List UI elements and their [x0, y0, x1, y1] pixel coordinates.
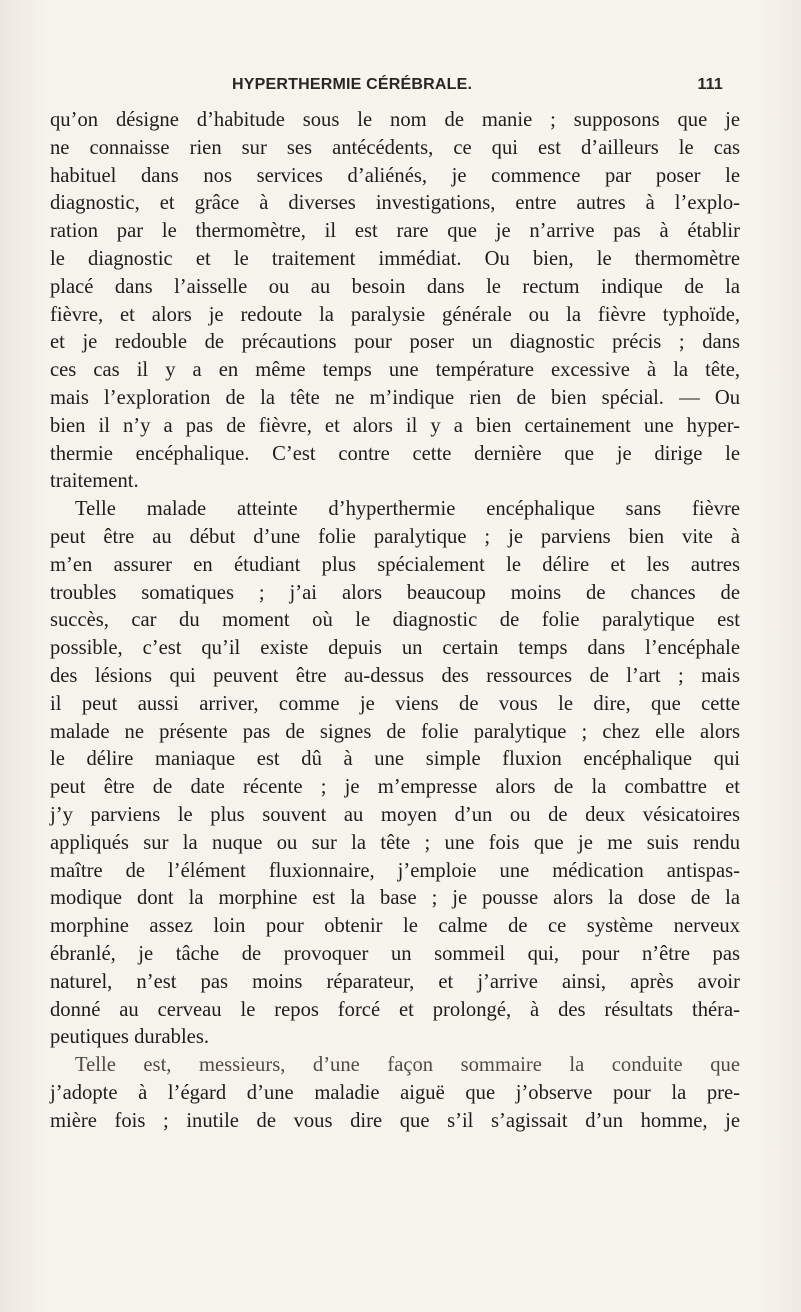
text-line: le diagnostic et le traitement immédiat. Ou bien, le thermomètre — [50, 247, 740, 270]
text-line: m’en assurer en étudiant plus spécialement le délire et les autres — [50, 553, 740, 576]
body-text — [50, 107, 740, 1135]
text-line: ration par le thermomètre, il est rare que je n’arrive pas à établir — [50, 220, 740, 243]
text-line: mière fois ; inutile de vous dire que s’il s’agissait d’un homme, je — [50, 1109, 740, 1132]
page-header — [232, 76, 723, 100]
text-line: diagnostic, et grâce à diverses investigations, entre autres à l’explo- — [50, 192, 740, 215]
text-line: malade ne présente pas de signes de folie paralytique ; chez elle alors — [50, 720, 740, 743]
text-line: qu’on désigne d’habitude sous le nom de manie ; supposons que je — [50, 109, 740, 131]
text-line: bien il n’y a pas de fièvre, et alors il y a bien certainement une hyper- — [50, 414, 740, 437]
text-line: fièvre, et alors je redoute la paralysie générale ou la fièvre typhoïde, — [50, 303, 740, 326]
text-line: traitement. — [50, 470, 139, 493]
text-line: thermie encéphalique. C’est contre cette dernière que je dirige le — [50, 442, 740, 465]
text-line: peut être de date récente ; je m’empresse alors de la combattre et — [50, 776, 740, 799]
text-line: ces cas il y a en même temps une température excessive à la tête, — [50, 359, 740, 382]
text-line: troubles somatiques ; j’ai alors beaucoup moins de chances de — [50, 581, 740, 604]
text-line: il peut aussi arriver, comme je viens de vous le dire, que cette — [50, 692, 740, 715]
text-line: donné au cerveau le repos forcé et prolongé, à des résultats théra- — [50, 998, 740, 1021]
text-line: succès, car du moment où le diagnostic de folie paralytique est — [50, 609, 740, 632]
text-line: j’adopte à l’égard d’une maladie aiguë que j’observe pour la pre- — [50, 1081, 740, 1104]
text-line: maître de l’élément fluxionnaire, j’emploie une médication antispas- — [50, 859, 740, 882]
text-line: le délire maniaque est dû à une simple fluxion encéphalique qui — [50, 748, 740, 771]
text-line: naturel, n’est pas moins réparateur, et j’arrive ainsi, après avoir — [50, 970, 740, 993]
running-head: HYPERTHERMIE CÉRÉBRALE. — [232, 76, 473, 93]
text-line: mais l’exploration de la tête ne m’indique rien de bien spécial. — Ou — [50, 386, 740, 409]
paragraph-start-line: Telle malade atteinte d’hyperthermie encéphalique sans fièvre — [75, 498, 740, 521]
text-line: ne connaisse rien sur ses antécédents, ce qui est d’ailleurs le cas — [50, 136, 740, 159]
text-line: morphine assez loin pour obtenir le calme de ce système nerveux — [50, 915, 740, 938]
text-line: des lésions qui peuvent être au-dessus des ressources de l’art ; mais — [50, 664, 740, 687]
paragraph-start-line: Telle est, messieurs, d’une façon sommaire la conduite que — [75, 1054, 740, 1077]
text-line: placé dans l’aisselle ou au besoin dans le rectum indique de la — [50, 275, 740, 298]
text-line: ébranlé, je tâche de provoquer un sommeil qui, pour n’être pas — [50, 942, 740, 965]
text-line: appliqués sur la nuque ou sur la tête ; une fois que je me suis rendu — [50, 831, 740, 854]
text-line: peut être au début d’une folie paralytique ; je parviens bien vite à — [50, 525, 740, 548]
text-line: possible, c’est qu’il existe depuis un certain temps dans l’encéphale — [50, 637, 740, 660]
text-line: peutiques durables. — [50, 1026, 209, 1049]
text-line: j’y parviens le plus souvent au moyen d’un ou de deux vésicatoires — [50, 803, 740, 826]
text-line: modique dont la morphine est la base ; je pousse alors la dose de la — [50, 887, 740, 910]
text-line: et je redouble de précautions pour poser un diagnostic précis ; dans — [50, 331, 740, 354]
text-line: habituel dans nos services d’aliénés, je commence par poser le — [50, 164, 740, 187]
page-number: 111 — [697, 76, 723, 93]
